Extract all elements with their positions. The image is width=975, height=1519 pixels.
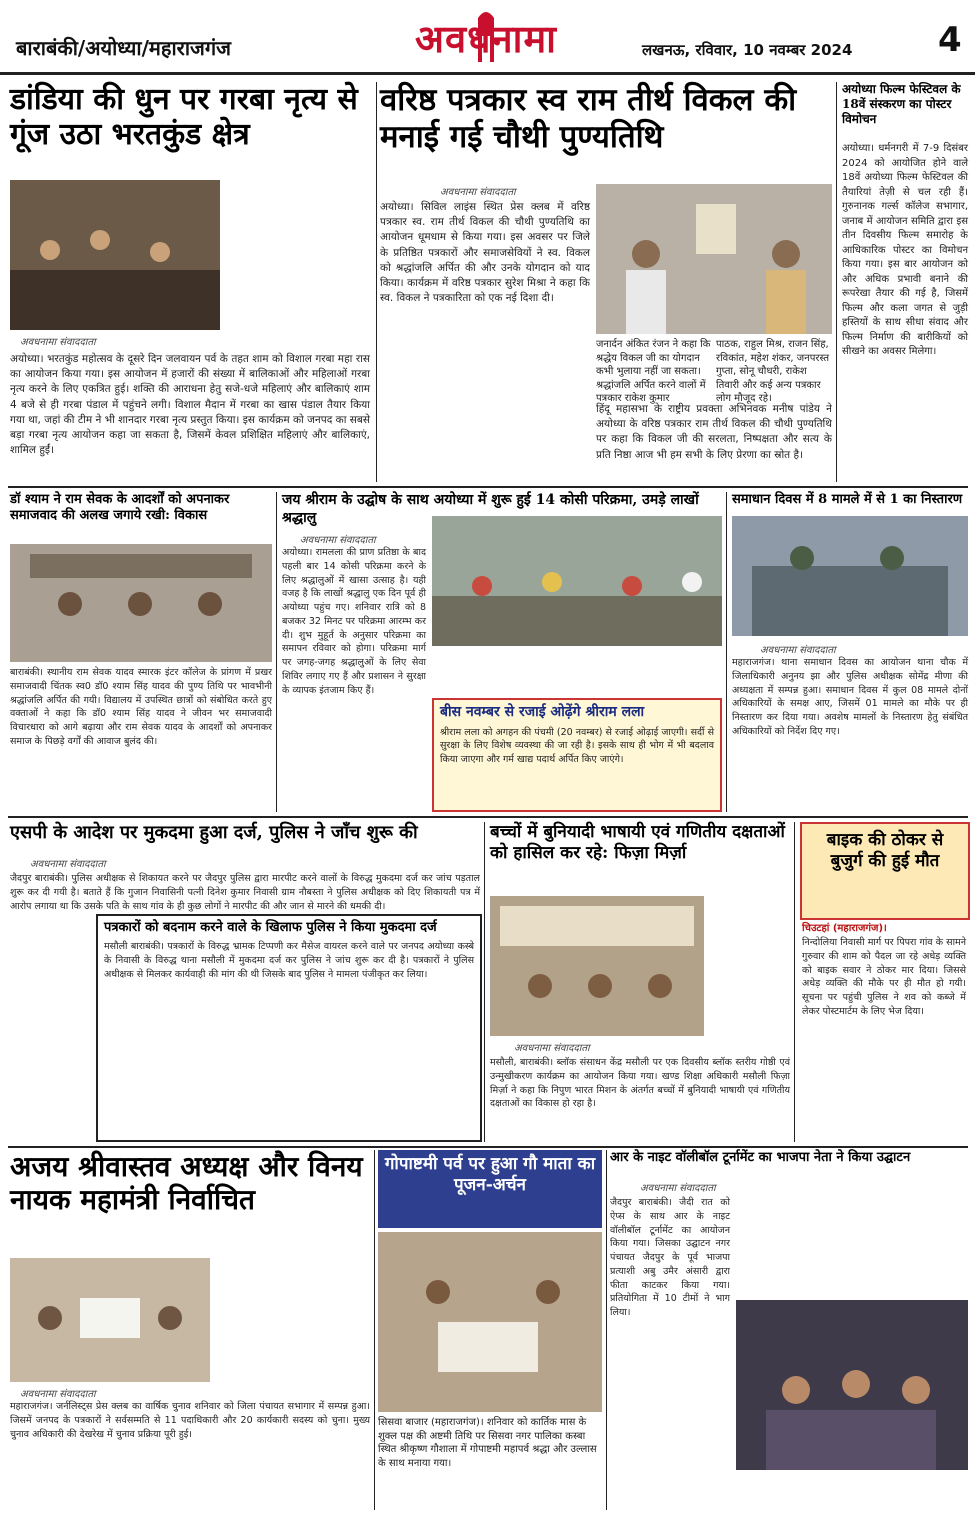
- procession-photo-icon: [432, 516, 722, 646]
- story2-caption: जनार्दन अंकित रंजन ने कहा कि श्रद्धेय विकल जी का योगदान कभी भुलाया नहीं जा सकता। श्रद्धांजलि अर्पित करने वालों में पत्रकार राकेश कुमार: [596, 339, 711, 404]
- cow-worship-photo: [378, 1232, 602, 1412]
- story13-headline-box: [378, 1150, 602, 1228]
- dateline: लखनऊ, रविवार, 10 नवम्बर 2024: [642, 41, 853, 59]
- story12-byline: अवधनामा संवाददाता: [20, 1389, 96, 1400]
- garba-photo: [10, 180, 220, 330]
- divider: [374, 1150, 375, 1510]
- section-divider: [8, 486, 968, 488]
- election-photo: [10, 1258, 210, 1382]
- story8-body: जैदपुर बाराबंकी। पुलिस अधीक्षक से शिकायत करने पर जैदपुर पुलिस द्वारा मारपीट करने वालों के विरुद्ध मुकदमा दर्ज कर जांच पड़ताल शुरू कर दी गयी है। बताते हैं कि गुजान निवासिनी पत्नी दिनेश कुमार निवासी ग्राम नौबस्ता ने पुलिस अधीक्षक को दिए शिकायती पत्र में आरोप लगाया था कि उसके पति के साथ गांव के ही कुछ लोगों ने मारपीट की और जान से मारने की धमकी दी।: [10, 873, 480, 912]
- section-divider: [8, 1146, 968, 1148]
- story12-headline: अजय श्रीवास्तव अध्यक्ष और विनय नायक महामंत्री निर्वाचित: [10, 1150, 363, 1217]
- story7-body: महाराजगंज। थाना समाधान दिवस का आयोजन थाना चौक में जिलाधिकारी अनुनय झा और पुलिस अधीक्षक सोमेंद्र मीणा की अध्यक्षता में सम्पन्न हुआ। समाधान दिवस में कुल 08 मामले दोनों अधिकारियों के समक्ष आए, जिसमें 01 मामले का मौके पर ही निस्तारण कर दिया गया। अवशेष मामलों के निस्तारण हेतु संबंधित अधिकारियों को निर्देश दिए गए।: [732, 657, 968, 737]
- story4-body: बाराबंकी। स्थानीय राम सेवक यादव स्मारक इंटर कॉलेज के प्रांगण में प्रखर समाजवादी चिंतक स्व0 डॉ0 श्याम सिंह यादव की पुण्य तिथि पर भावभीनी श्रद्धांजलि अर्पित की गयी। विद्यालय में उपस्थित छात्रों को संबोधित करते हुए वक्ताओं ने कहा कि डॉ0 श्याम सिंह यादव ने जीवन भर समाजवादी विचारधारा को आगे बढ़ाया और राम सेवक यादव के आदर्शों को अपनाकर समाज के पिछड़े वर्गों की आवाज बुलंद की।: [10, 667, 272, 747]
- story2-body-2: हिंदू महासभा के राष्ट्रीय प्रवक्ता अभिनवक मनीष पांडेय ने अयोध्या के वरिष्ठ पत्रकार राम तीर्थ विकल की चौथी पुण्यतिथि पर कहा कि विकल जी की सरलता, निष्पक्षता और सत्य के प्रति निष्ठा आज भी हम सभी के लिए प्रेरणा का स्रोत है।: [596, 403, 832, 461]
- story2-body: अयोध्या। सिविल लाइंस स्थित प्रेस क्लब में वरिष्ठ पत्रकार स्व. राम तीर्थ विकल की चौथी पुण्यतिथि का आयोजन धूमधाम से किया गया। इस अवसर पर जिले के प्रतिष्ठित पत्रकारों और समाजसेवियों ने स्व. विकल को श्रद्धांजलि अर्पित की और उनके योगदान को याद किया। कार्यक्रम में वरिष्ठ पत्रकार सुरेश मिश्रा ने कहा कि स्व. विकल ने पत्रकारिता को एक नई दिशा दी।: [380, 201, 590, 305]
- tribute-photo: [596, 184, 832, 334]
- divider: [836, 82, 837, 482]
- page-number: 4: [938, 20, 962, 60]
- story6-headline: बीस नवम्बर से रजाई ओढ़ेंगे श्रीराम लला: [440, 704, 645, 720]
- divider: [484, 822, 485, 1142]
- story9-headline: पत्रकारों को बदनाम करने वाले के खिलाफ पुलिस ने किया मुकदमा दर्ज: [104, 920, 437, 935]
- story8-byline: अवधनामा संवाददाता: [30, 859, 106, 870]
- story10-body: मसौली, बाराबंकी। ब्लॉक संसाधन केंद्र मसौली पर एक दिवसीय ब्लॉक स्तरीय गोष्ठी एवं उन्मुखीकरण कार्यक्रम का आयोजन किया गया। खण्ड शिक्षा अधिकारी मसौली फिज़ा मिर्ज़ा ने कहा कि निपुण भारत मिशन के अंतर्गत बच्चों में बुनियादी भाषायी एवं गणितीय दक्षताओं का विकास हो रहा है।: [490, 1057, 790, 1110]
- volleyball-photo: [736, 1300, 968, 1470]
- certificate-photo-icon: [10, 1258, 210, 1382]
- masthead: [0, 0, 975, 75]
- story13-caption: सिसवा बाजार (महाराजगंज)। शनिवार को कार्तिक मास के शुक्ल पक्ष की अष्टमी तिथि पर सिसवा नगर पालिका कस्बा स्थित श्रीकृष्ण गौशाला में गोपाष्टमी महापर्व श्रद्धा और उल्लास के साथ मनाया गया।: [378, 1417, 597, 1469]
- story2-headline: वरिष्ठ पत्रकार स्व राम तीर्थ विकल की मनाई गई चौथी पुण्यतिथि: [380, 82, 797, 155]
- story5-body: अयोध्या। रामलला की प्राण प्रतिष्ठा के बाद पहली बार 14 कोसी परिक्रमा करने के लिए श्रद्धालुओं में खासा उत्साह है। यही वजह है कि लाखों श्रद्धालु एक दिन पूर्व ही अयोध्या पहुंच गए। शनिवार रात्रि को 8 बजकर 32 मिनट पर परिक्रमा आरम्भ कर दी। शुभ मुहूर्त के अनुसार परिक्रमा का समापन रविवार को होगा। परिक्रमा मार्ग पर जगह-जगह श्रद्धालुओं के लिए सेवा शिविर लगाए गए हैं और प्रशासन ने सुरक्षा के व्यापक इंतजाम किए हैं।: [282, 547, 426, 696]
- crowd-night-photo-icon: [736, 1300, 968, 1470]
- story14-headline: आर के नाइट वॉलीबॉल टूर्नामेंट का भाजपा नेता ने किया उद्घाटन: [610, 1150, 911, 1165]
- story11-headline: बाइक की ठोकर से बुजुर्ग की हुई मौत: [826, 830, 944, 872]
- story9-body: मसौली बाराबंकी। पत्रकारों के विरुद्ध भ्रामक टिप्पणी कर मैसेज वायरल करने वाले पर जनपद अयोध्या कस्बे के निवासी के विरुद्ध थाना मसौली में मुकदमा दर्ज कर पुलिस ने जांच शुरू कर दी है। पत्रकारों ने पुलिस अधीक्षक से मिलकर कार्यवाही की मांग की थी जिसके बाद पुलिस ने मामला पंजीकृत कर लिया।: [104, 941, 474, 980]
- story3-body: अयोध्या। धर्मनगरी में 7-9 दिसंबर 2024 को आयोजित होने वाले 18वें अयोध्या फिल्म फेस्टिवल की तैयारियां तेज़ी से चल रही हैं। गुरुनानक गर्ल्स कॉलेज सभागार, जनाब में आयोजन समिति द्वारा इस तीन दिवसीय फिल्म समारोह के आधिकारिक पोस्टर का विमोचन किया गया। इस बार आयोजन को और अधिक प्रभावी बनाने की रूपरेखा तैयार की गई है, जिसमें फिल्म और कला जगत से जुड़ी हस्तियों के साथ सीधा संवाद और फिल्म निर्माण की बारीकियों को सीखने का अवसर मिलेगा।: [842, 143, 968, 357]
- divider: [376, 82, 377, 482]
- school-photo: [490, 896, 704, 1036]
- officials-photo-icon: [732, 516, 968, 636]
- classroom-photo-icon: [490, 896, 704, 1036]
- story6-body: श्रीराम लला को अगहन की पंचमी (20 नवम्बर) से रजाई ओढ़ाई जाएगी। सर्दी से सुरक्षा के लिए विशेष व्यवस्था की जा रही है। इसके साथ ही भोग में भी बदलाव किया जाएगा और गर्म खाद्य पदार्थ अर्पित किए जाएंगे।: [440, 726, 714, 766]
- story9-box: [96, 914, 482, 1142]
- story12-body: महाराजगंज। जर्नलिस्ट्स प्रेस क्लब का वार्षिक चुनाव शनिवार को जिला पंचायत सभागार में सम्पन्न हुआ। जिसमें जनपद के पत्रकारों ने सर्वसम्मति से 11 पदाधिकारी और 20 कार्यकारी सदस्य को चुना। मुख्य चुनाव अधिकारी की देखरेख में चुनाव प्रक्रिया पूरी हुई।: [10, 1401, 370, 1440]
- memorial-photo: [10, 544, 272, 662]
- story1-body: अयोध्या। भरतकुंड महोत्सव के दूसरे दिन जलवायन पर्व के तहत शाम को विशाल गरबा महा रास का आयोजन किया गया। इस आयोजन में हजारों की संख्या में बालिकाओं और महिलाओं गरबा नृत्य करने के लिए एकत्रित हुई। शक्ति की आराधना हेतु सजे-धजे महिलाएं और बालिकाएं शाम 4 बजे से ही गरबा पंडाल में पहुंचने लगी। विशाल मैदान में गरबा का खास पंडाल तैयार किया गया था, जहां की टीम ने भी शानदार गरबा नृत्य प्रस्तुत किया। इस कार्यक्रम को जनपद का सबसे बड़ा गरबा नृत्य आयोजन कहा जा सकता है, जिसमें केवल प्रशिक्षित महिलाएं और बालिकाएं, शामिल हुईं।: [10, 353, 370, 457]
- divider: [726, 492, 727, 812]
- story5-headline: जय श्रीराम के उद्घोष के साथ अयोध्या में शुरू हुई 14 कोसी परिक्रमा, उमड़े लाखों श्रद्धालु: [282, 492, 699, 526]
- story1-byline: अवधनामा संवाददाता: [20, 337, 96, 348]
- story3-headline: अयोध्या फिल्म फेस्टिवल के 18वें संस्करण का पोस्टर विमोचन: [842, 82, 961, 126]
- divider: [276, 492, 277, 812]
- ceremony-photo-icon: [596, 184, 832, 334]
- story10-byline: अवधनामा संवाददाता: [514, 1043, 590, 1054]
- story6-box: [432, 698, 722, 812]
- story14-body: जैदपुर बाराबंकी। जैदी रात को ऐप्स के साथ आर के नाइट वॉलीबॉल टूर्नामेंट का आयोजन किया गया। जिसका उद्घाटन नगर पंचायत जैदपुर के पूर्व भाजपा प्रत्याशी अबु उमैर अंसारी द्वारा फीता काटकर किया गया। प्रतियोगिता में 10 टीमों ने भाग लिया।: [610, 1197, 730, 1319]
- story1-headline: डांडिया की धुन पर गरबा नृत्य से गूंज उठा भरतकुंड क्षेत्र: [10, 82, 358, 153]
- logo-text: अवधनामा: [414, 16, 558, 61]
- story7-byline: अवधनामा संवाददाता: [760, 645, 836, 656]
- divider: [794, 822, 795, 1142]
- story11-body: निन्दोलिया निवासी मार्ग पर पिपरा गांव के सामने गुरुवार की शाम को पैदल जा रहे अधेड़ व्यक्ति को बाइक सवार ने ठोकर मार दिया। जिससे अधेड़ व्यक्ति की मौके पर ही मौत हो गयी। सूचना पर पहुंची पुलिस ने शव को कब्जे में लेकर पोस्टमार्टम के लिए भेज दिया।: [802, 937, 966, 1017]
- story2-byline: अवधनामा संवाददाता: [440, 187, 516, 198]
- story7-headline: समाधान दिवस में 8 मामले में से 1 का निस्तारण: [732, 492, 963, 507]
- divider: [606, 1150, 607, 1510]
- section-divider: [8, 816, 968, 818]
- story8-headline: एसपी के आदेश पर मुकदमा हुआ दर्ज, पुलिस ने जाँच शुरू की: [10, 822, 418, 843]
- story2-caption-2: पाठक, राहुल मिश्र, राजन सिंह, रविकांत, महेश शंकर, जनपरस्त गुप्ता, सोनू चौधरी, राकेश तिवारी और कई अन्य पत्रकार लोग मौजूद रहे।: [716, 339, 830, 404]
- edition-title: बाराबंकी/अयोध्या/महाराजगंज: [16, 36, 231, 60]
- crowd-photo-icon: [10, 180, 220, 330]
- story4-headline: डॉ श्याम ने राम सेवक के आदर्शों को अपनाकर समाजवाद की अलख जगाये रखी: विकास: [10, 492, 230, 524]
- parikrama-photo: [432, 516, 722, 646]
- story11-box: [800, 822, 970, 920]
- samadhan-photo: [732, 516, 968, 636]
- meeting-photo-icon: [10, 544, 272, 662]
- newspaper-logo: [386, 6, 586, 66]
- story14-byline: अवधनामा संवाददाता: [640, 1183, 716, 1194]
- story10-headline: बच्चों में बुनियादी भाषायी एवं गणितीय दक्षताओं को हासिल कर रहे: फिज़ा मिर्ज़ा: [490, 822, 785, 864]
- story13-headline: गोपाष्टमी पर्व पर हुआ गौ माता का पूजन-अर्चन: [384, 1154, 596, 1196]
- cow-photo-icon: [378, 1232, 602, 1412]
- story5-byline: अवधनामा संवाददाता: [300, 535, 376, 546]
- story11-byline: चिउटहां (महाराजगंज)।: [802, 923, 887, 934]
